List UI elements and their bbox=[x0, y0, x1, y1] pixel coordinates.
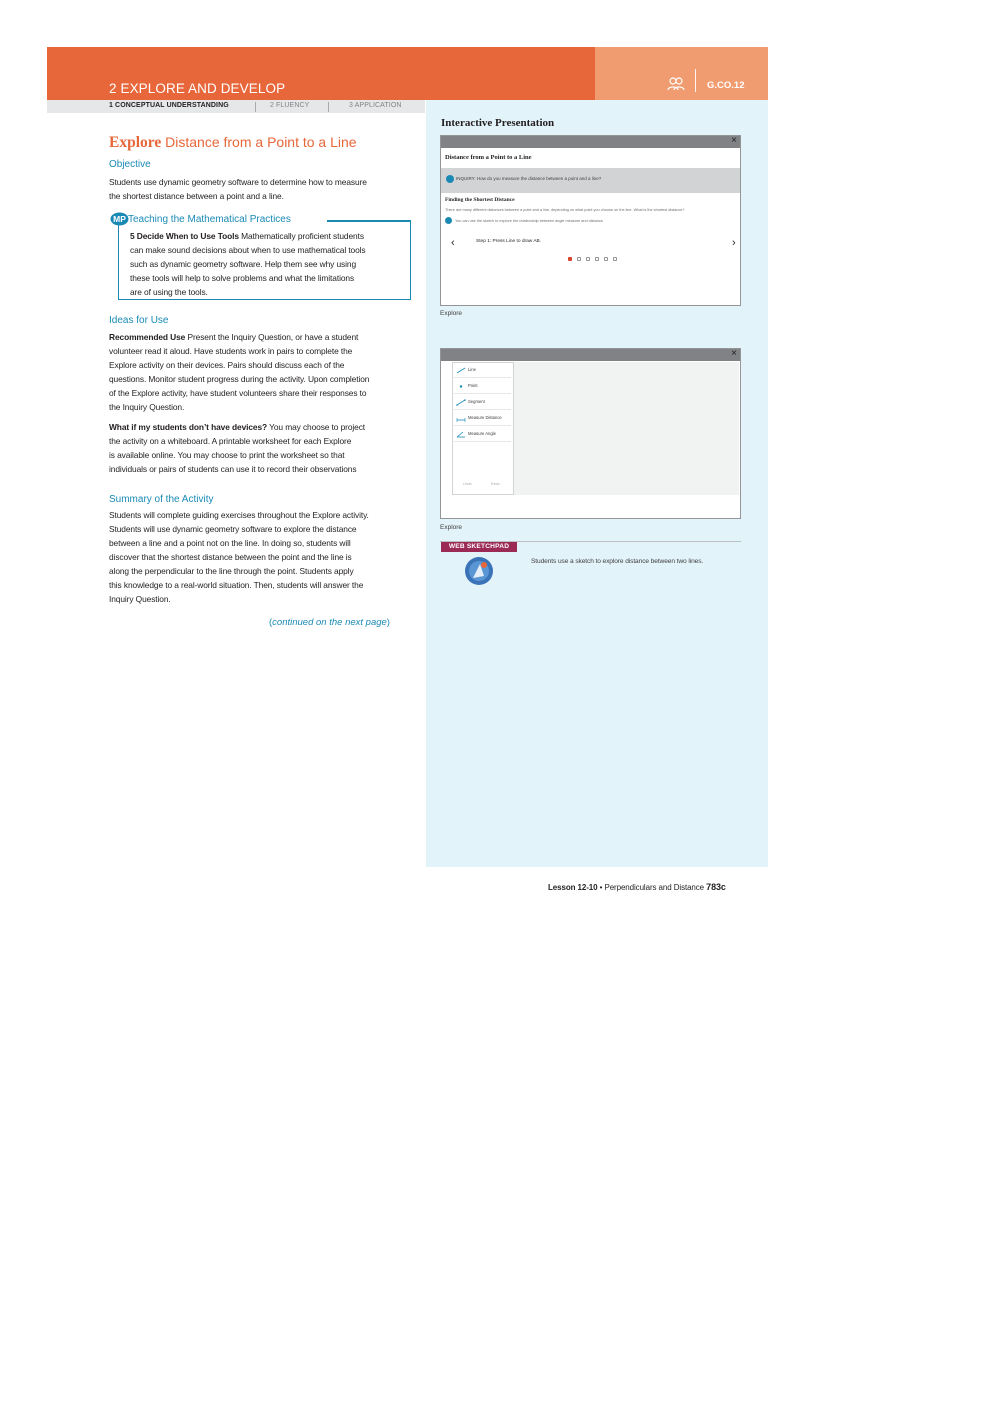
web-sketchpad-badge: WEB SKETCHPAD bbox=[441, 542, 517, 552]
lesson-number: Lesson 12-10 bbox=[548, 883, 598, 892]
interactive-presentation-title: Interactive Presentation bbox=[441, 117, 555, 129]
mp-line: these tools will help to solve problems and what the limitations bbox=[130, 273, 355, 283]
tab-conceptual-understanding: 1 CONCEPTUAL UNDERSTANDING bbox=[109, 102, 229, 109]
recommended-line: Present the Inquiry Question, or have a student bbox=[185, 332, 359, 342]
tab-divider bbox=[255, 102, 256, 112]
web-sketchpad-text: Students use a sketch to explore distance between two lines. bbox=[531, 558, 704, 565]
slide-intro: There are many different distances between a point and a line, depending on what point you choose on the line. What is the shortest distance? bbox=[445, 208, 685, 212]
inquiry-icon bbox=[446, 175, 454, 183]
pagination-dot[interactable] bbox=[595, 257, 599, 261]
summary-line: Inquiry Question. bbox=[109, 594, 171, 604]
what-if-line: the activity on a whiteboard. A printable worksheet for each Explore bbox=[109, 436, 352, 446]
undo-button[interactable]: Undo bbox=[463, 482, 472, 486]
continued-text: continued on the next page bbox=[272, 617, 387, 628]
continued-note bbox=[269, 617, 390, 628]
mp-line: Mathematically proficient students bbox=[238, 231, 364, 241]
recommended-line: of the Explore activity, have student volunteers share their responses to bbox=[109, 388, 367, 398]
inquiry-banner bbox=[441, 168, 740, 193]
mp-line: can make sound decisions about when to use mathematical tools bbox=[130, 245, 366, 255]
header-divider bbox=[695, 69, 696, 92]
step-text: Step 1: Press Line to draw AB. bbox=[476, 239, 542, 244]
recommended-label: Recommended Use bbox=[109, 332, 186, 342]
tab-fluency: 2 FLUENCY bbox=[270, 102, 310, 109]
standard-header bbox=[595, 47, 768, 100]
recommended-use-text bbox=[109, 330, 411, 414]
ideas-heading: Ideas for Use bbox=[109, 315, 169, 326]
section-header bbox=[47, 47, 595, 100]
mp-badge-text: MP bbox=[113, 214, 126, 224]
recommended-line: the Inquiry Question. bbox=[109, 402, 185, 412]
paren-open: ( bbox=[269, 617, 273, 628]
explore-title: Distance from a Point to a Line bbox=[161, 134, 357, 150]
tool-label: Measure Angle bbox=[468, 431, 496, 436]
explore-slide-window bbox=[440, 135, 741, 306]
tool-measure-distance[interactable] bbox=[454, 411, 511, 426]
explore-heading bbox=[109, 134, 357, 152]
what-if-label: What if my students don’t have devices? bbox=[109, 422, 268, 432]
mp-line: such as dynamic geometry software. Help them see why using bbox=[130, 259, 357, 269]
close-icon[interactable]: × bbox=[731, 135, 737, 146]
mp-text bbox=[130, 229, 406, 299]
summary-line: Students will use dynamic geometry software to explore the distance bbox=[109, 524, 357, 534]
tab-application: 3 APPLICATION bbox=[349, 102, 402, 109]
objective-line: the shortest distance between a point and a line. bbox=[109, 191, 284, 201]
objective-heading: Objective bbox=[109, 159, 151, 170]
sketch-canvas[interactable] bbox=[513, 362, 739, 495]
mp-line: are of using the tools. bbox=[130, 287, 208, 297]
mp-practice-name: 5 Decide When to Use Tools bbox=[130, 231, 239, 241]
explore-caption: Explore bbox=[440, 524, 463, 531]
mp-badge-icon bbox=[110, 212, 129, 226]
what-if-line: You may choose to project bbox=[267, 422, 366, 432]
explore-word: Explore bbox=[109, 134, 162, 151]
page-footer bbox=[548, 882, 726, 892]
recommended-line: Explore activity on their devices. Pairs should discuss each of the bbox=[109, 360, 345, 370]
pagination-dot[interactable] bbox=[577, 257, 581, 261]
pagination-dot[interactable] bbox=[613, 257, 617, 261]
chevron-left-icon[interactable]: ‹ bbox=[451, 237, 455, 249]
what-if-line: individuals or pairs of students can use it to record their observations bbox=[109, 464, 357, 474]
section-title: 2 EXPLORE AND DEVELOP bbox=[109, 81, 286, 96]
footer-bullet: • bbox=[597, 883, 605, 892]
slide-subheading: Finding the Shortest Distance bbox=[445, 197, 515, 203]
tool-point[interactable] bbox=[454, 379, 511, 394]
slide-use-text: You can use the sketch to explore the relationship between angle measure and distance. bbox=[455, 219, 604, 223]
tab-divider bbox=[328, 102, 329, 112]
summary-line: between a line and a point not on the line. In doing so, students will bbox=[109, 538, 351, 548]
sketch-window bbox=[440, 348, 741, 519]
close-icon[interactable]: × bbox=[731, 348, 737, 359]
redo-button[interactable]: Redo bbox=[491, 482, 500, 486]
tool-label: Point bbox=[468, 383, 478, 388]
mp-title: Teaching the Mathematical Practices bbox=[128, 214, 291, 225]
progression-tabbar bbox=[47, 100, 425, 113]
summary-line: Students will complete guiding exercises throughout the Explore activity. bbox=[109, 510, 369, 520]
objective-text bbox=[109, 175, 411, 203]
pagination-dot[interactable] bbox=[568, 257, 572, 261]
sketch-icon bbox=[445, 217, 452, 224]
what-if-text bbox=[109, 420, 411, 476]
what-if-line: is available online. You may choose to print the worksheet so that bbox=[109, 450, 345, 460]
standard-code: G.CO.12 bbox=[707, 80, 745, 91]
mp-box-rule bbox=[327, 220, 411, 222]
tool-label: Segment bbox=[468, 399, 485, 404]
summary-line: discover that the shortest distance between the point and the line is bbox=[109, 552, 352, 562]
recommended-line: questions. Monitor student progress during the activity. Upon completion bbox=[109, 374, 370, 384]
summary-line: along the perpendicular to the line through the point. Students apply bbox=[109, 566, 354, 576]
explore-caption: Explore bbox=[440, 310, 463, 317]
window-titlebar bbox=[441, 136, 740, 148]
inquiry-text: INQUIRY: How do you measure the distance between a point and a line? bbox=[456, 176, 602, 181]
measure-angle-icon bbox=[456, 431, 466, 438]
tool-line[interactable] bbox=[454, 363, 511, 378]
chevron-right-icon[interactable]: › bbox=[732, 237, 736, 249]
summary-line: this knowledge to a real-world situation. Then, students will answer the bbox=[109, 580, 364, 590]
pagination-dot[interactable] bbox=[586, 257, 590, 261]
recommended-line: volunteer read it aloud. Have students work in pairs to complete the bbox=[109, 346, 353, 356]
window-titlebar bbox=[441, 349, 740, 361]
people-icon bbox=[667, 77, 685, 91]
web-sketchpad-logo-icon bbox=[464, 556, 494, 586]
lesson-topic: Perpendiculars and Distance bbox=[604, 883, 705, 892]
paren-close: ) bbox=[386, 617, 390, 628]
slide-title: Distance from a Point to a Line bbox=[445, 154, 532, 161]
pagination-dot[interactable] bbox=[604, 257, 608, 261]
measure-distance-icon bbox=[456, 415, 466, 422]
segment-icon bbox=[456, 399, 466, 406]
summary-text bbox=[109, 508, 411, 606]
objective-line: Students use dynamic geometry software to determine how to measure bbox=[109, 177, 367, 187]
tool-label: Line bbox=[468, 367, 476, 372]
point-icon bbox=[456, 383, 466, 390]
summary-heading: Summary of the Activity bbox=[109, 494, 214, 505]
tool-segment[interactable] bbox=[454, 395, 511, 410]
line-icon bbox=[456, 367, 466, 374]
tool-measure-angle[interactable] bbox=[454, 427, 511, 442]
tool-label: Measure Distance bbox=[468, 415, 502, 420]
page-number: 783c bbox=[706, 882, 726, 892]
